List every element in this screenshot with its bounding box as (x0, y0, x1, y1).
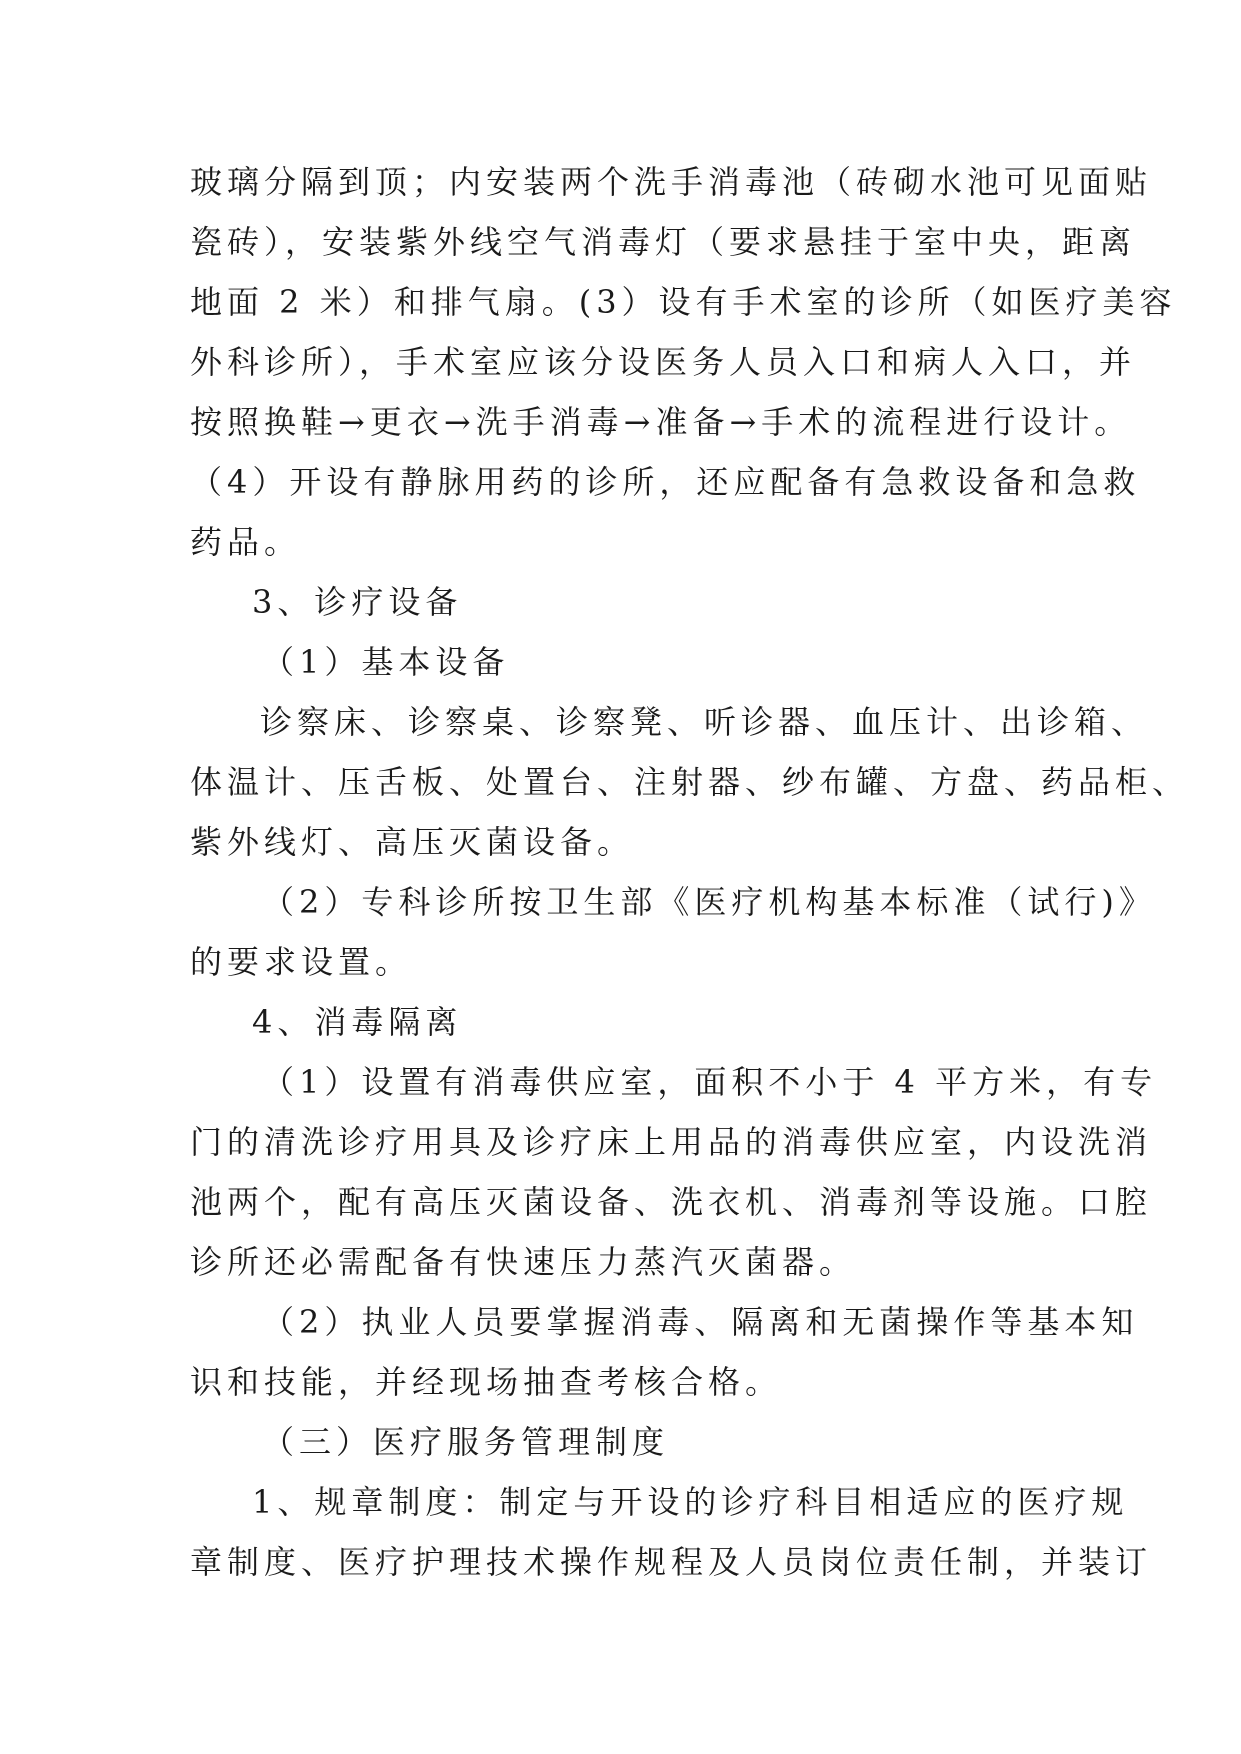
text-line: 紫外线灯、高压灭菌设备。 (190, 823, 635, 861)
text-line: 章制度、医疗护理技术操作规程及人员岗位责任制，并装订 (190, 1543, 1153, 1581)
text-line: （4）开设有静脉用药的诊所，还应配备有急救设备和急救 (190, 463, 1141, 501)
text-line: 诊所还必需配备有快速压力蒸汽灭菌器。 (190, 1243, 857, 1281)
text-line: 诊察床、诊察桌、诊察凳、听诊器、血压计、出诊箱、 (260, 703, 1149, 741)
section-heading: （三）医疗服务管理制度 (262, 1423, 670, 1461)
text-line: 药品。 (190, 523, 302, 561)
text-line: 外科诊所），手术室应该分设医务人员入口和病人入口，并 (190, 343, 1137, 381)
text-line: （2）执业人员要掌握消毒、隔离和无菌操作等基本知 (262, 1303, 1139, 1341)
text-line: （2）专科诊所按卫生部《医疗机构基本标准（试行)》 (262, 883, 1156, 921)
text-line: 池两个，配有高压灭菌设备、洗衣机、消毒剂等设施。口腔 (190, 1183, 1153, 1221)
text-line: 1、规章制度：制定与开设的诊疗科目相适应的医疗规 (252, 1483, 1129, 1521)
subsection-heading: （1）基本设备 (262, 643, 510, 681)
text-line: 门的清洗诊疗用具及诊疗床上用品的消毒供应室，内设洗消 (190, 1123, 1153, 1161)
text-line: 地面 2 米）和排气扇。(3）设有手术室的诊所（如医疗美容 (190, 283, 1177, 321)
text-line: 玻璃分隔到顶；内安装两个洗手消毒池（砖砌水池可见面贴 (190, 163, 1153, 201)
text-line: 按照换鞋→更衣→洗手消毒→准备→手术的流程进行设计。 (190, 403, 1132, 441)
text-line: 体温计、压舌板、处置台、注射器、纱布罐、方盘、药品柜、 (190, 763, 1190, 801)
section-heading: 3、诊疗设备 (252, 583, 463, 621)
text-line: （1）设置有消毒供应室，面积不小于 4 平方米，有专 (262, 1063, 1158, 1101)
text-line: 的要求设置。 (190, 943, 413, 981)
text-line: 识和技能，并经现场抽查考核合格。 (190, 1363, 783, 1401)
section-heading: 4、消毒隔离 (252, 1003, 463, 1041)
text-line: 瓷砖），安装紫外线空气消毒灯（要求悬挂于室中央，距离 (190, 223, 1137, 261)
